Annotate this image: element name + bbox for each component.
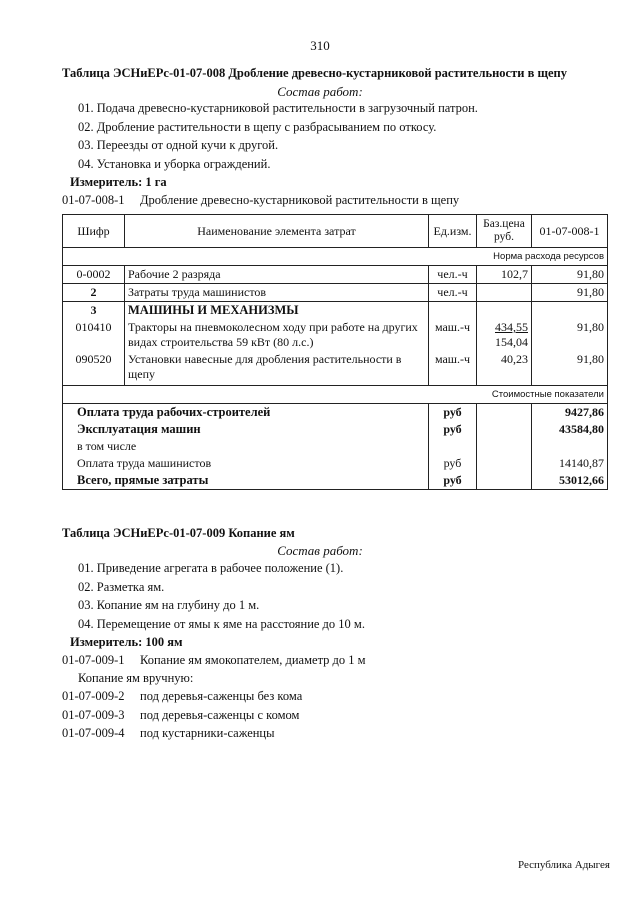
table1-work-3: 03. Переезды от одной кучи к другой.	[78, 138, 279, 152]
row-name: Рабочие 2 разряда	[125, 266, 429, 284]
cost-unit: руб	[429, 421, 477, 438]
header-unit: Ед.изм.	[429, 215, 477, 248]
row-code: 3	[63, 302, 125, 320]
section-norm-label: Норма расхода ресурсов	[63, 248, 608, 266]
row-norm	[532, 302, 608, 320]
row-norm: 91,80	[532, 351, 608, 386]
cost-unit: руб	[429, 455, 477, 472]
header-code: Шифр	[63, 215, 125, 248]
cost-empty	[477, 438, 532, 455]
cost-name: Оплата труда рабочих-строителей	[63, 404, 429, 422]
table1-work-1: 01. Подача древесно-кустарниковой растительности в загрузочный патрон.	[78, 101, 478, 115]
table-row	[63, 266, 608, 284]
table1-work-4: 04. Установка и уборка ограждений.	[78, 157, 271, 171]
cost-empty	[477, 421, 532, 438]
table2-line-4	[62, 726, 275, 741]
row-price	[477, 319, 532, 351]
cost-empty	[477, 455, 532, 472]
row-name: Установки навесные для дробления растительности в щепу	[125, 351, 429, 386]
cost-value	[532, 438, 608, 455]
cost-row	[63, 438, 608, 455]
row-price: 40,23	[477, 351, 532, 386]
table1-code-text: Дробление древесно-кустарниковой растительности в щепу	[140, 193, 460, 207]
row-price-main: 434,55	[495, 320, 528, 334]
table2-manual: Копание ям вручную:	[78, 671, 194, 685]
row-norm: 91,80	[532, 284, 608, 302]
row-name: Затраты труда машинистов	[125, 284, 429, 302]
row-name: МАШИНЫ И МЕХАНИЗМЫ	[125, 302, 429, 320]
cost-value: 43584,80	[532, 421, 608, 438]
section-norm-row	[63, 248, 608, 266]
table2-meter: Измеритель: 100 ям	[70, 635, 183, 649]
table1-code: 01-07-008-1	[62, 193, 125, 207]
section-cost-label: Стоимостные показатели	[63, 386, 608, 404]
row-unit: маш.-ч	[429, 351, 477, 386]
table2-line-text: под кустарники-саженцы	[140, 726, 275, 740]
row-unit: чел.-ч	[429, 284, 477, 302]
header-norm: 01-07-008-1	[532, 215, 608, 248]
cost-name: в том числе	[63, 438, 429, 455]
table-row	[63, 302, 608, 320]
table1-subtitle: Состав работ:	[277, 84, 363, 99]
table2-line-code: 01-07-009-3	[62, 708, 125, 722]
cost-name: Оплата труда машинистов	[63, 455, 429, 472]
table2-line-1	[62, 653, 366, 668]
cost-unit: руб	[429, 472, 477, 490]
row-price	[477, 302, 532, 320]
row-price	[477, 284, 532, 302]
table-row	[63, 351, 608, 386]
cost-row	[63, 421, 608, 438]
row-code: 2	[63, 284, 125, 302]
row-name: Тракторы на пневмоколесном ходу при работе на других видах строительства 59 кВт (80 л.с.)	[125, 319, 429, 351]
row-norm: 91,80	[532, 266, 608, 284]
cost-row	[63, 455, 608, 472]
table2-line-text: под деревья-саженцы с комом	[140, 708, 300, 722]
table-row	[63, 319, 608, 351]
table1-work-2: 02. Дробление растительности в щепу с разбрасыванием по откосу.	[78, 120, 437, 134]
table2-work-1: 01. Приведение агрегата в рабочее положение (1).	[78, 561, 344, 575]
row-unit: маш.-ч	[429, 319, 477, 351]
header-price: Баз.цена руб.	[477, 215, 532, 248]
table2-line-2	[62, 689, 302, 704]
table2-line-code: 01-07-009-2	[62, 689, 125, 703]
cost-unit: руб	[429, 404, 477, 422]
cost-empty	[477, 472, 532, 490]
footer-region: Республика Адыгея	[517, 859, 610, 871]
cost-name: Всего, прямые затраты	[63, 472, 429, 490]
table1-title: Таблица ЭСНиЕРс-01-07-008 Дробление древесно-кустарниковой растительности в щепу	[62, 66, 567, 80]
section-cost-row	[63, 386, 608, 404]
cost-name: Эксплуатация машин	[63, 421, 429, 438]
table-header-row	[63, 215, 608, 248]
table2-line-text: Копание ям ямокопателем, диаметр до 1 м	[140, 653, 366, 667]
table2-subtitle: Состав работ:	[277, 543, 363, 558]
table2-work-3: 03. Копание ям на глубину до 1 м.	[78, 598, 260, 612]
table2-work-4: 04. Перемещение от ямы к яме на расстояние до 10 м.	[78, 617, 365, 631]
row-unit	[429, 302, 477, 320]
cost-value: 9427,86	[532, 404, 608, 422]
table2-title: Таблица ЭСНиЕРс-01-07-009 Копание ям	[62, 526, 295, 540]
row-code: 090520	[63, 351, 125, 386]
table2-line-text: под деревья-саженцы без кома	[140, 689, 303, 703]
cost-row	[63, 404, 608, 422]
page-number: 310	[310, 38, 330, 53]
cost-empty	[477, 404, 532, 422]
table-row	[63, 284, 608, 302]
row-price-sub: 154,04	[495, 335, 528, 349]
header-name: Наименование элемента затрат	[125, 215, 429, 248]
row-price: 102,7	[477, 266, 532, 284]
cost-value: 14140,87	[532, 455, 608, 472]
resource-table	[62, 214, 608, 490]
table2-line-code: 01-07-009-1	[62, 653, 125, 667]
table2-work-2: 02. Разметка ям.	[78, 580, 165, 594]
row-code: 010410	[63, 319, 125, 351]
cost-unit	[429, 438, 477, 455]
row-unit: чел.-ч	[429, 266, 477, 284]
table1-meter: Измеритель: 1 га	[70, 175, 167, 189]
row-code: 0-0002	[63, 266, 125, 284]
cost-row	[63, 472, 608, 490]
table2-line-3	[62, 708, 299, 723]
row-norm: 91,80	[532, 319, 608, 351]
table1-code-line	[62, 193, 459, 208]
cost-value: 53012,66	[532, 472, 608, 490]
table2-line-code: 01-07-009-4	[62, 726, 125, 740]
